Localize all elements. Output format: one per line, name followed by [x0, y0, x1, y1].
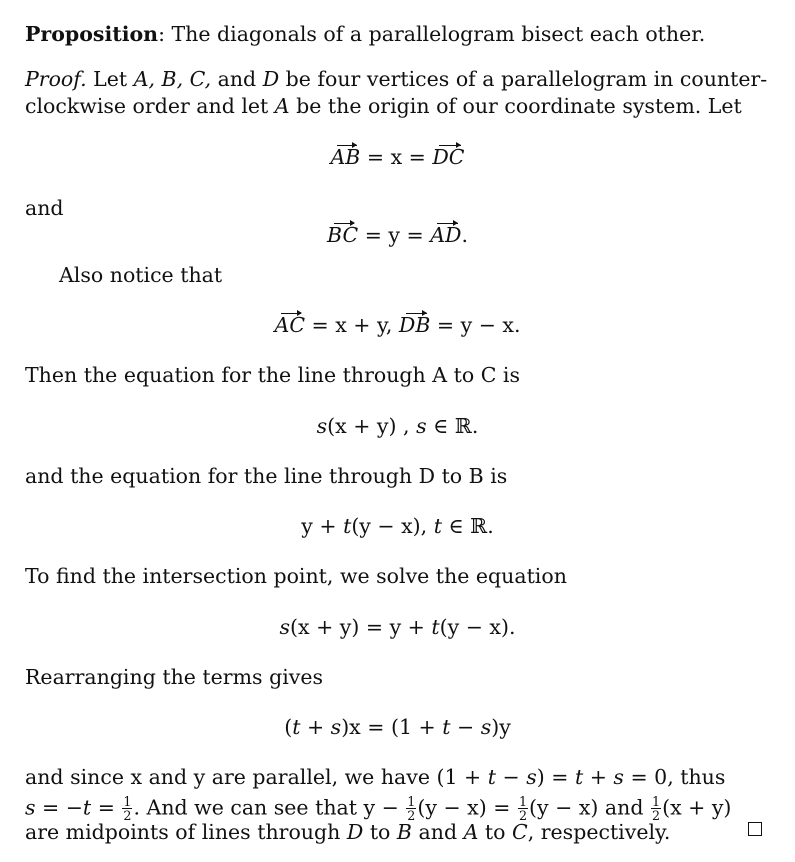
proof-text: are midpoints of lines through	[25, 820, 347, 844]
math-text: y +	[301, 514, 344, 538]
vector-ad: AD	[430, 223, 462, 247]
math-text: = y =	[358, 223, 431, 247]
proof-text: and	[142, 765, 194, 789]
fraction-half	[122, 795, 132, 823]
math-text: )x = (1 +	[341, 715, 443, 739]
math-text: +	[583, 765, 614, 789]
fraction-numerator: 1	[123, 794, 132, 809]
proposition-colon: :	[158, 22, 165, 46]
math-text: .	[461, 223, 468, 247]
math-var: D	[262, 67, 280, 91]
math-var: s	[526, 765, 537, 789]
math-var: t	[442, 715, 451, 739]
math-var: s	[480, 715, 492, 739]
then-text: Then the equation for the line through A to C is	[25, 363, 520, 387]
and-text: and	[25, 196, 64, 220]
math-text: (x + y) = y +	[290, 615, 432, 639]
math-text: )y	[491, 715, 511, 739]
math-text: = x + y,	[305, 313, 399, 337]
rearranging-text: Rearranging the terms gives	[25, 665, 323, 689]
math-var: s	[279, 615, 291, 639]
math-text: ) =	[536, 765, 575, 789]
math-text: (	[284, 715, 293, 739]
fraction-numerator: 1	[651, 794, 661, 809]
proof-label: Proof.	[25, 67, 87, 91]
proof-text: Let	[86, 67, 134, 91]
math-var: C	[512, 820, 528, 844]
math-text: = y − x.	[430, 313, 521, 337]
vector-ac: AC	[274, 313, 306, 337]
fraction-denominator: 2	[407, 808, 416, 824]
math-text: +	[300, 715, 331, 739]
proof-text: to	[363, 820, 397, 844]
proof-text: be four vertices of a parallelogram in counter-	[279, 67, 768, 91]
math-var: s	[330, 715, 342, 739]
find-text: To find the intersection point, we solve the equation	[25, 564, 567, 588]
math-text: (y − x).	[439, 615, 516, 639]
proof-text: , respectively.	[527, 820, 671, 844]
math-text: (x + y) ,	[327, 414, 417, 438]
equation-1	[0, 147, 795, 168]
final-line-1	[25, 767, 725, 788]
math-var: s	[316, 414, 328, 438]
math-text: ∈ ℝ.	[426, 414, 479, 438]
math-var: A	[274, 94, 290, 118]
equation-5	[0, 516, 795, 537]
proof-text: are parallel, we have (1 +	[205, 765, 488, 789]
proof-text: and	[211, 67, 263, 91]
proof-text: and	[412, 820, 464, 844]
fraction-denominator: 2	[123, 808, 132, 824]
math-var: t	[431, 615, 440, 639]
math-text: x	[130, 765, 143, 789]
fraction-numerator: 1	[518, 794, 528, 809]
proof-text: and since	[25, 765, 131, 789]
math-text: −	[495, 765, 527, 789]
math-text: (y − x) =	[417, 795, 517, 820]
math-text: −	[450, 715, 481, 739]
fraction-half	[518, 795, 528, 823]
math-text: y	[193, 765, 206, 789]
proposition-line	[25, 24, 705, 45]
math-text: (y − x),	[351, 514, 434, 538]
proof-line-2	[25, 96, 742, 117]
fraction-numerator: 1	[407, 794, 416, 809]
math-var: t	[343, 514, 352, 538]
equation-3	[0, 315, 795, 336]
math-vertices: A, B, C,	[133, 67, 212, 91]
math-var: B	[396, 820, 412, 844]
math-var: t	[574, 765, 584, 789]
proposition-label: Proposition	[25, 22, 159, 46]
equation-6	[0, 617, 795, 638]
math-text: (y − x) and	[529, 795, 650, 820]
proposition-text: The diagonals of a parallelogram bisect each other.	[164, 22, 706, 46]
qed-box-icon	[748, 822, 762, 836]
math-var: t	[292, 715, 301, 739]
vector-ab: AB	[330, 145, 361, 169]
math-text: = x =	[360, 145, 433, 169]
math-var: t	[433, 514, 442, 538]
and-equation-text: and the equation for the line through D to B is	[25, 464, 508, 488]
math-var: A	[463, 820, 479, 844]
proof-text: to	[478, 820, 513, 844]
math-text: =	[91, 795, 122, 820]
vector-bc: BC	[327, 223, 359, 247]
fraction-half	[651, 795, 661, 823]
also-text: Also notice that	[59, 263, 223, 287]
math-var: s	[416, 414, 427, 438]
math-var: t	[82, 795, 92, 820]
math-var: D	[346, 820, 364, 844]
final-line-2	[25, 795, 731, 823]
equation-4	[0, 416, 795, 437]
proof-line-1	[25, 69, 767, 90]
fraction-half	[406, 795, 416, 823]
proof-text: clockwise order and let	[25, 94, 275, 118]
math-var: s	[25, 795, 36, 820]
fraction-denominator: 2	[651, 808, 661, 824]
math-text: = −	[35, 795, 83, 820]
vector-db: DB	[398, 313, 431, 337]
fraction-denominator: 2	[518, 808, 528, 824]
math-var: t	[487, 765, 496, 789]
proof-text: be the origin of our coordinate system. Let	[289, 94, 742, 118]
equation-2	[0, 225, 795, 246]
math-text: ∈ ℝ.	[441, 514, 494, 538]
equation-7	[0, 717, 795, 738]
proof-text: . And we can see that y −	[133, 795, 406, 820]
proof-text: = 0, thus	[623, 765, 726, 789]
final-line-3	[25, 822, 670, 843]
vector-dc: DC	[432, 145, 465, 169]
math-var: s	[613, 765, 624, 789]
math-text: (x + y)	[662, 795, 732, 820]
